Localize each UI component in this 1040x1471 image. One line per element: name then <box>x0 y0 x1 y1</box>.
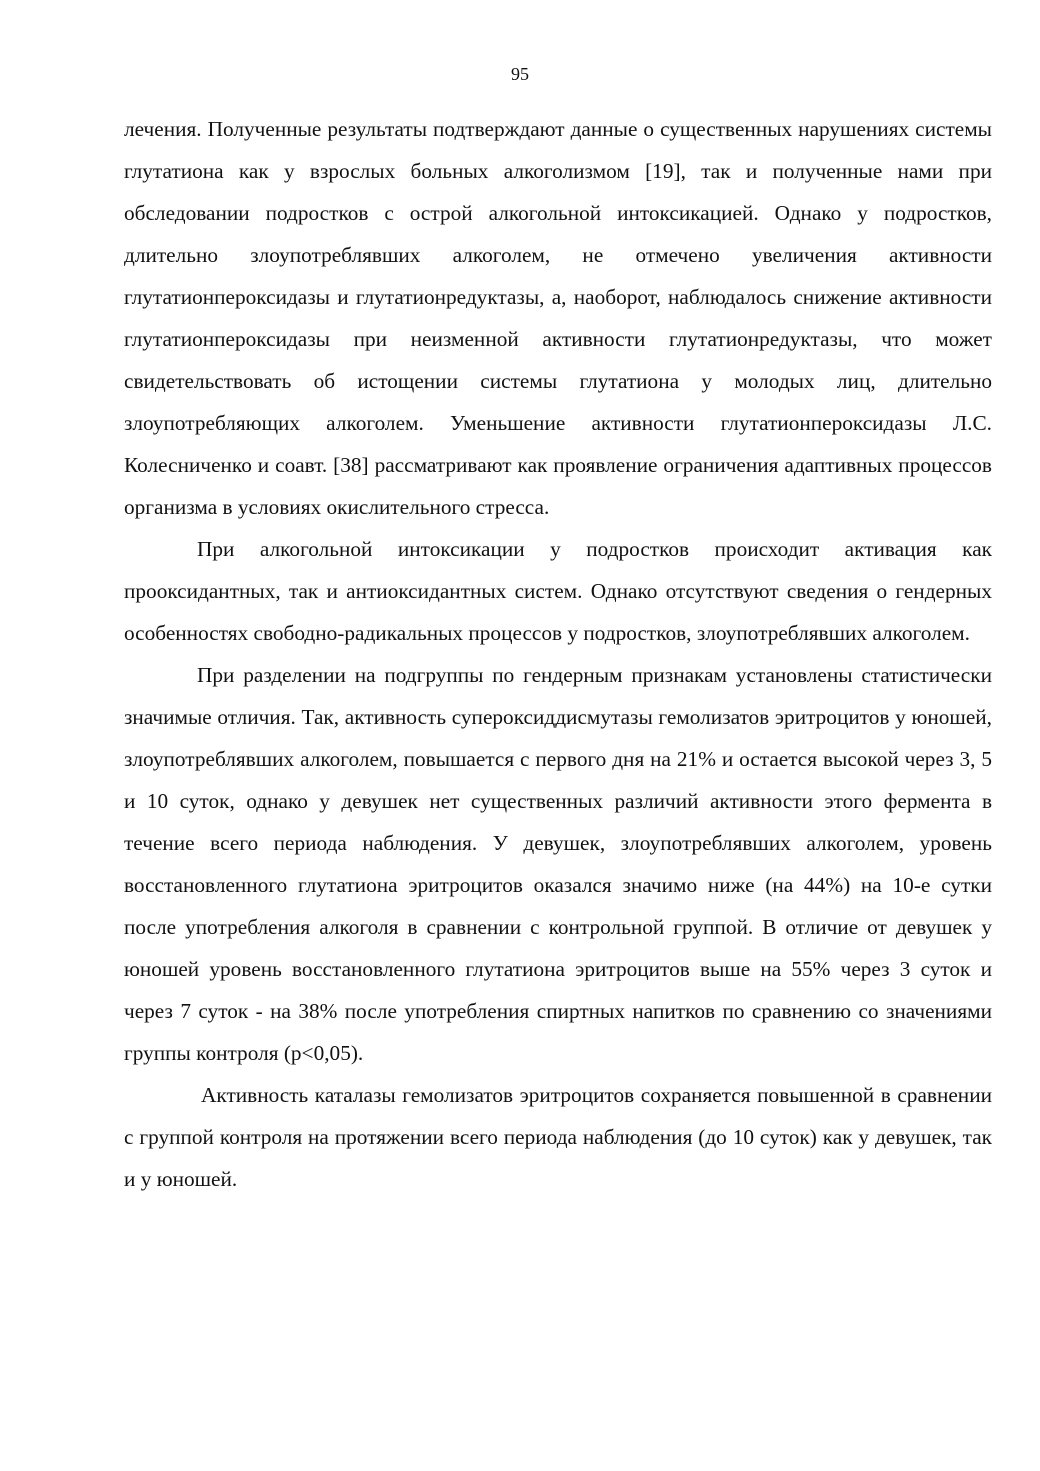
page-number: 95 <box>511 64 529 84</box>
paragraph-continuation: лечения. Полученные результаты подтверждают данные о существенных нарушениях системы глутатиона как у взрослых больных алкоголизмом [19], так и полученные нами при обследовании подростков с острой алкогольной интоксикацией. Однако у подростков, длительно злоупотреблявших алкоголем, не отмечено увеличения активности глутатионпероксидазы и глутатионредуктазы, а, наоборот, наблюдалось снижение активности глутатионпероксидазы при неизменной активности глутатионредуктазы, что может свидетельствовать об истощении системы глутатиона у молодых лиц, длительно злоупотребляющих алкоголем. Уменьшение активности глутатионпероксидазы Л.С. Колесниченко и соавт. [38] рассматривают как проявление ограничения адаптивных процессов организма в условиях окислительного стресса. <box>124 117 992 519</box>
body-text <box>124 108 992 1200</box>
paragraph-gender-differences: При разделении на подгруппы по гендерным признакам установлены статистически значимые отличия. Так, активность супероксиддисмутазы гемолизатов эритроцитов у юношей, злоупотреблявших алкоголем, повышается с первого дня на 21% и остается высокой через 3, 5 и 10 суток, однако у девушек нет существенных различий активности этого фермента в течение всего периода наблюдения. У девушек, злоупотреблявших алкоголем, уровень восстановленного глутатиона эритроцитов оказался значимо ниже (на 44%) на 10-е сутки после употребления алкоголя в сравнении с контрольной группой. В отличие от девушек у юношей уровень восстановленного глутатиона эритроцитов выше на 55% через 3 суток и через 7 суток - на 38% после употребления спиртных напитков по сравнению со значениями группы контроля (p<0,05). <box>124 663 992 1065</box>
paragraph-catalase-activity: Активность каталазы гемолизатов эритроцитов сохраняется повышенной в сравнении с группой контроля на протяжении всего периода наблюдения (до 10 суток) как у девушек, так и у юношей. <box>124 1083 992 1191</box>
paragraph-alcohol-intoxication: При алкогольной интоксикации у подростков происходит активация как прооксидантных, так и антиоксидантных систем. Однако отсутствуют сведения о гендерных особенностях свободно-радикальных процессов у подростков, злоупотреблявших алкоголем. <box>124 537 992 645</box>
